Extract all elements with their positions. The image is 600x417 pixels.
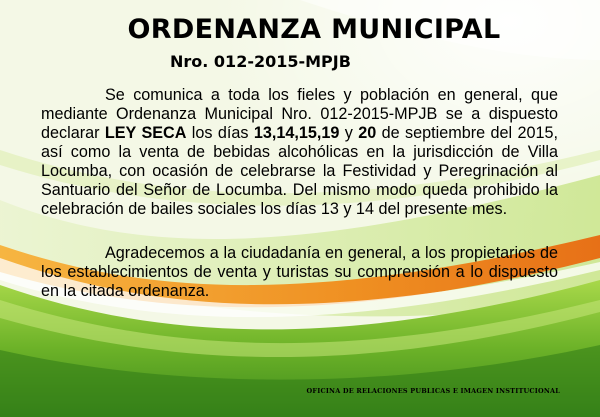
paragraph-1-text-part-1: Se comunica a toda los fieles y población en general, que mediante Ordenanza Municipal Nro. 012-2015-MPJB se a dispuesto declarar (41, 86, 558, 142)
dates-emphasis: 13,14,15,19 (253, 124, 340, 142)
announcement-body (41, 86, 558, 301)
date-20-emphasis: 20 (358, 124, 377, 142)
paragraph-1-text-part-4: de septiembre del 2015, así como la venta de bebidas alcohólicas en la jurisdicción de Villa Locumba, con ocasión de celebrarse la Festividad y Peregrinación al Santuario del Señor de Locumba. Del mismo modo queda prohibido la celebración de bailes sociales los días 13 y 14 del presente mes. (41, 124, 558, 218)
document-title: ORDENANZA MUNICIPAL (127, 14, 501, 45)
ley-seca-emphasis: LEY SECA (104, 124, 187, 142)
announcement-paragraph-2: Agradecemos a la ciudadanía en general, a los propietarios de los establecimientos de venta y turistas su comprensión a lo dispuesto en la citada ordenanza. (41, 244, 558, 300)
paragraph-1-text-part-3: y (339, 124, 359, 142)
ordinance-number: Nro. 012-2015-MPJB (170, 52, 351, 71)
office-signature: OFICINA DE RELACIONES PUBLICAS E IMAGEN INSTITUCIONAL (306, 387, 560, 395)
announcement-paragraph-1 (41, 86, 558, 219)
paragraph-1-text-part-2: los días (186, 124, 254, 142)
